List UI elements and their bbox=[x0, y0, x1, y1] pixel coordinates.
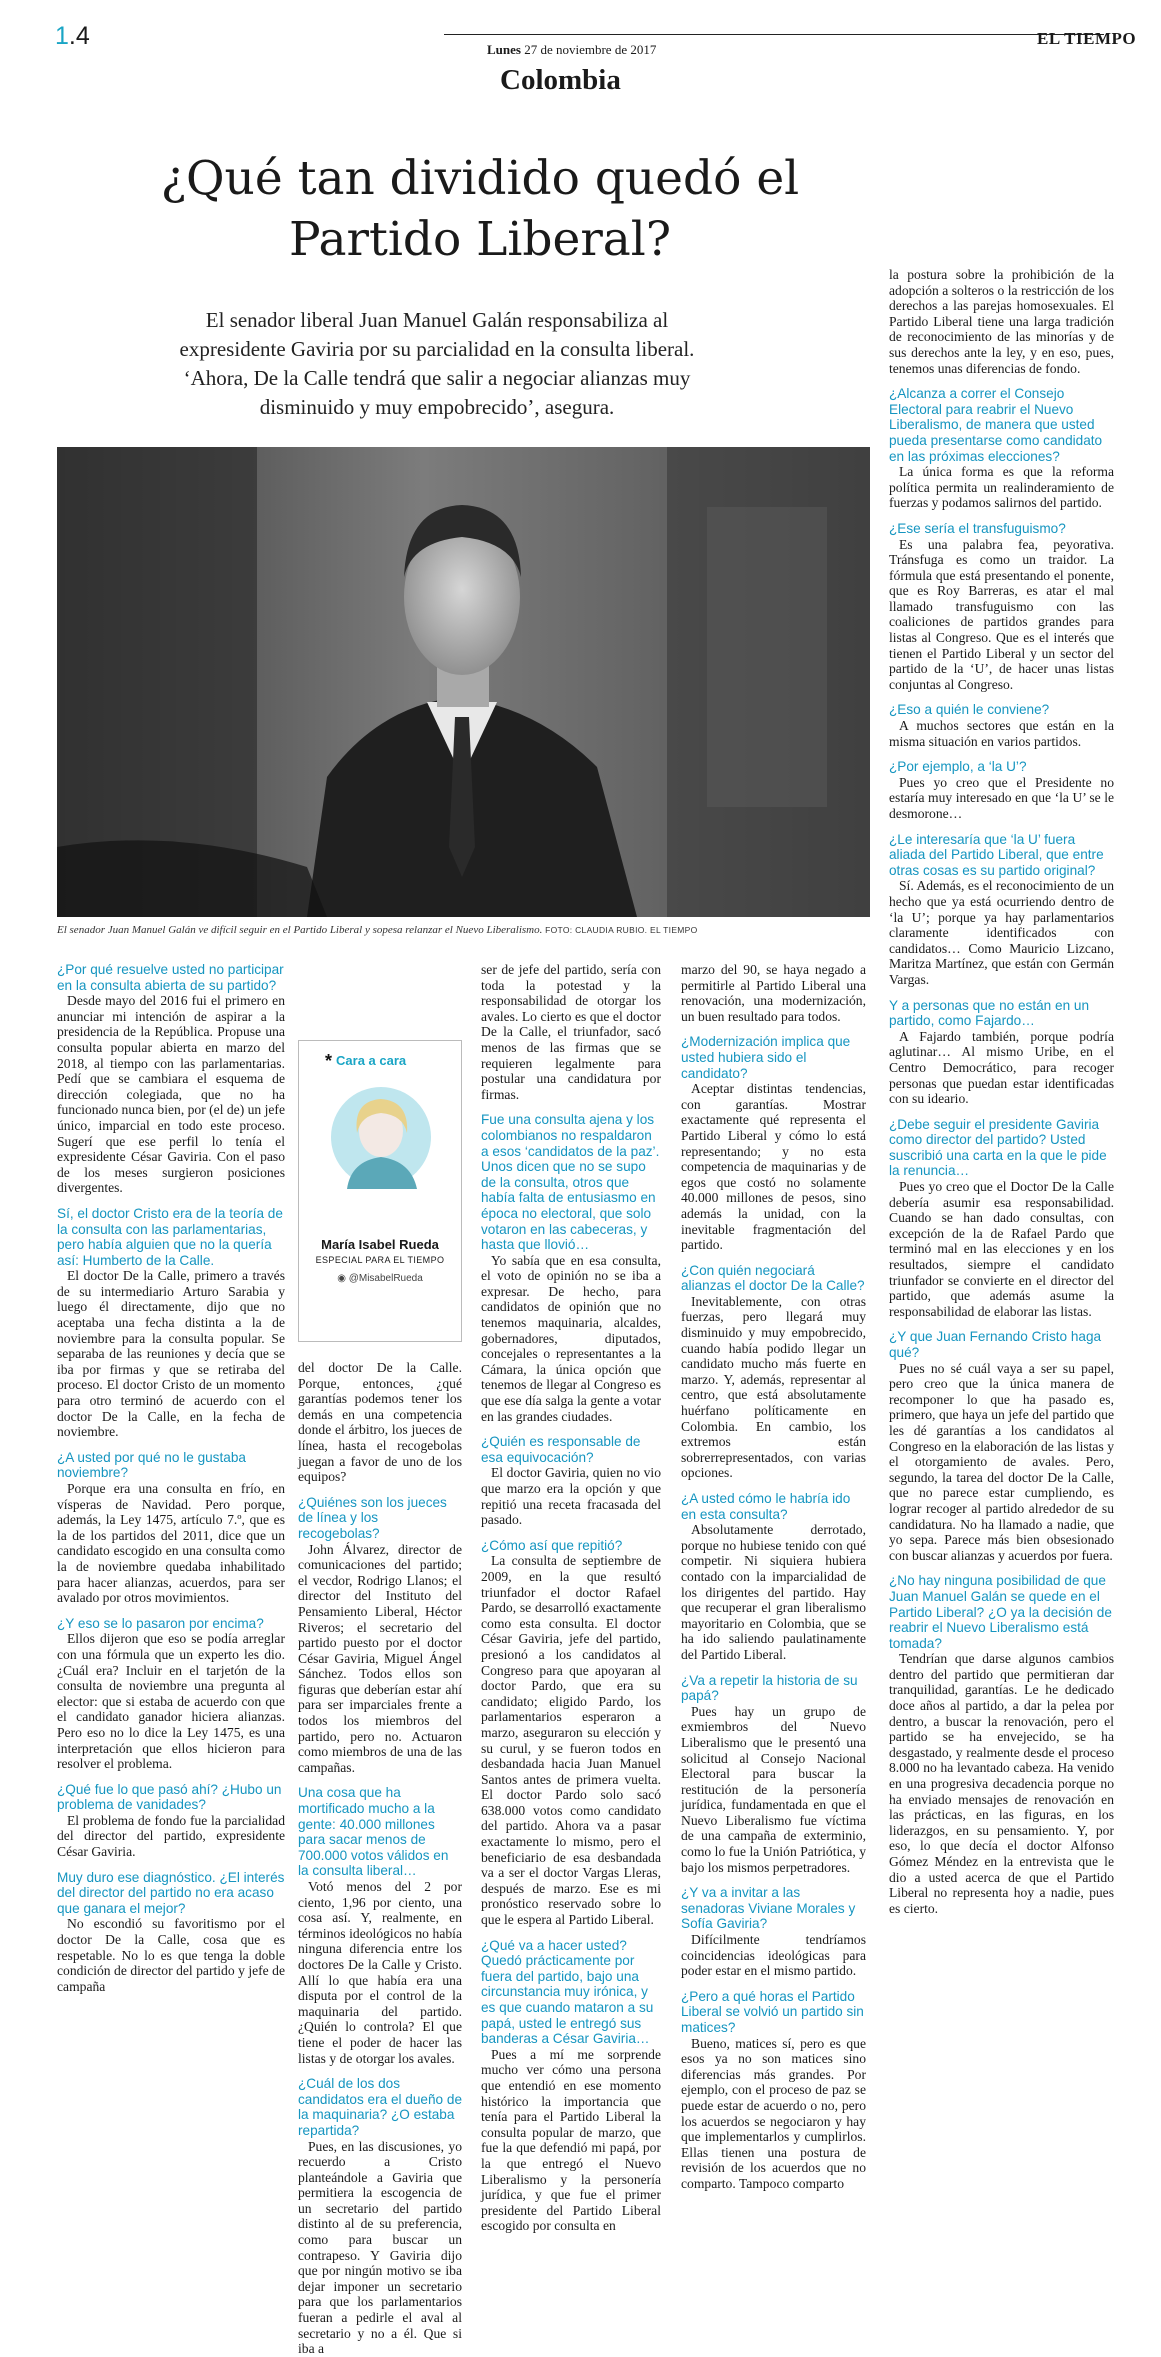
interview-question: ¿Por ejemplo, a ‘la U’? bbox=[889, 759, 1027, 775]
interview-question: Fue una consulta ajena y los colombianos no respaldaron a esos ‘candidatos de la paz’. Unos dicen que no se supo de la consulta, otros que había falta de entusiasmo en época no electoral, que solo votaron en las cabeceras, y hasta que llovió… bbox=[481, 1112, 660, 1253]
interview-question: ¿Qué fue lo que pasó ahí? ¿Hubo un problema de vanidades? bbox=[57, 1781, 282, 1813]
author-name: María Isabel Rueda bbox=[321, 1237, 439, 1252]
interview-question: ¿Quiénes son los jueces de línea y los recogebolas? bbox=[298, 1494, 447, 1541]
interview-answer: Pues yo creo que el Presidente no estaría muy interesado en que ‘la U’ se le desmorone… bbox=[889, 774, 1114, 821]
interview-answer: Votó menos del 2 por ciento, 1,96 por ciento, una cosa así. Y, realmente, en términos ideológicos no había ninguna diferencia entre los doctores De la Calle y Cristo. Allí lo que había era una disputa por el control de la maquinaria del partido. ¿Quién lo controla? El que tiene el poder de hacer las listas y de otorgar los avales. bbox=[298, 1879, 462, 2066]
lead-photo bbox=[57, 447, 870, 917]
column-1 bbox=[57, 962, 285, 1994]
interview-question: ¿Cómo así que repitió? bbox=[481, 1537, 623, 1553]
interview-answer: Difícilmente tendríamos coincidencias ideológicas para poder estar en el mismo partido. bbox=[681, 1932, 866, 1979]
interview-question: ¿Quién es responsable de esa equivocación? bbox=[481, 1434, 641, 1465]
interview-answer: Porque era una consulta en frío, en vísperas de Navidad. Pero porque, además, la Ley 1475, artículo 7.º, que es la de los partidos del 2011, dice que un candidato escogido en una consulta como la de noviembre quedaba inhabilitado para hacer alianzas, acuerdos, para ser avalado por otros movimientos. bbox=[57, 1481, 285, 1606]
interview-question: ¿Y eso se lo pasaron por encima? bbox=[57, 1615, 264, 1631]
interview-question: Sí, el doctor Cristo era de la teoría de la consulta con las parlamentarias, pero había alguien que no la quería así: Humberto de la Calle. bbox=[57, 1205, 283, 1268]
interview-question: ¿No hay ninguna posibilidad de que Juan Manuel Galán se quede en el Partido Liberal? ¿O ya la decisión de reabrir el Nuevo Liberalismo está tomada? bbox=[889, 1573, 1112, 1651]
interview-question: ¿Con quién negociará alianzas el doctor De la Calle? bbox=[681, 1262, 865, 1294]
interview-question: Y a personas que no están en un partido, como Fajardo… bbox=[889, 997, 1090, 1029]
interview-question: ¿Y va a invitar a las senadoras Viviane Morales y Sofía Gaviria? bbox=[681, 1885, 856, 1932]
asterisk-icon: * bbox=[325, 1051, 333, 1071]
interview-question: ¿Alcanza a correr el Consejo Electoral para reabrir el Nuevo Liberalismo, de manera que usted pueda presentarse como candidato en las próximas elecciones? bbox=[889, 386, 1103, 464]
interview-question: ¿Ese sería el transfuguismo? bbox=[889, 520, 1066, 536]
interview-question: ¿Cuál de los dos candidatos era el dueño de la maquinaria? ¿O estaba repartida? bbox=[298, 2076, 463, 2138]
interview-question: ¿Modernización implica que usted hubiera sido el candidato? bbox=[681, 1034, 851, 1081]
interview-answer: la postura sobre la prohibición de la adopción a solteros o la restricción de los derechos a las parejas homosexuales. El Partido Liberal tiene una larga tradición de reconocimiento de las minorías y de sus derechos ante la ley, y en eso, pues, tenemos unas diferencias de fondo. bbox=[889, 267, 1114, 376]
interview-answer: No escondió su favoritismo por el doctor De la Calle, cosa que es respetable. No lo es que tenga la doble condición de director del partido y jefe de campaña bbox=[57, 1916, 285, 1994]
interview-answer: Sí. Además, es el reconocimiento de un hecho que ya está ocurriendo dentro de ‘la U’; porque ya hay parlamentarios claramente identificados con candidatos… Como Mauricio Lizcano, Maritza Martínez, que están con Germán Vargas. bbox=[889, 878, 1114, 987]
interview-answer: Pues hay un grupo de exmiembros del Nuevo Liberalismo que le presentó una solicitud al Consejo Nacional Electoral para buscar la restitución de la personería jurídica, fundamentada en que el Nuevo Liberalismo fue víctima de una campaña de exterminio, como lo fue la Unión Patriótica, y bajo los mismos perpetradores. bbox=[681, 1703, 866, 1875]
top-rule bbox=[444, 34, 1104, 35]
interview-question: ¿A usted cómo le habría ido en esta consulta? bbox=[681, 1491, 851, 1522]
interview-answer: ser de jefe del partido, sería con toda la potestad y la responsabilidad de otorgar los avales. Lo cierto es que el doctor De la Calle, el triunfador, sacó menos de las firmas que se requieren legalmente para postular una candidatura por firmas. bbox=[481, 962, 661, 1102]
interview-question: ¿Va a repetir la historia de su papá? bbox=[681, 1672, 858, 1704]
interview-question: ¿Le interesaría que ‘la U’ fuera aliada del Partido Liberal, que entre otras cosas es su partido original? bbox=[889, 831, 1104, 878]
section-title: Colombia bbox=[500, 64, 621, 96]
interview-answer: marzo del 90, se haya negado a permitirle al Partido Liberal una renovación, una modernización, un buen resultado para todos. bbox=[681, 962, 866, 1024]
interview-question: ¿Eso a quién le conviene? bbox=[889, 702, 1050, 718]
photo-credit: FOTO: CLAUDIA RUBIO. EL TIEMPO bbox=[545, 925, 698, 935]
author-handle[interactable]: ◉ @MisabelRueda bbox=[337, 1273, 423, 1284]
interview-answer: El doctor De la Calle, primero a través de su intermediario Arturo Sarabia y luego él directamente, dijo que no aceptaba una fecha distinta a la de noviembre para la consulta popular. Se separaba de las reuniones y decía que se iba por firmas y que se retiraba del proceso. El doctor Cristo de un momento para otro terminó de acuerdo con el doctor De la Calle, en la fecha de noviembre. bbox=[57, 1268, 285, 1440]
interview-question: ¿Y que Juan Fernando Cristo haga qué? bbox=[889, 1329, 1102, 1360]
interview-question: Muy duro ese diagnóstico. ¿El interés del director del partido no era acaso que ganara el mejor? bbox=[57, 1869, 285, 1916]
interview-answer: Ellos dijeron que eso se podía arreglar con una fórmula que un experto les dio. ¿Cuál era? Incluir en el tarjetón de la consulta de noviembre una pregunta al elector: que si estaba de acuerdo con que el candidato ganador hiciera alianzas. Pero eso no lo dice la Ley 1475, es una interpretación que ellos hicieron para resolver el problema. bbox=[57, 1631, 285, 1772]
interview-answer: Absolutamente derrotado, porque no hubiese tenido con qué competir. Ni siquiera hubiera contado con la imparcialidad de los dirigentes del partido. Hay que recuperar el gran liberalismo mayoritario en Colombia, que se ha ido saliendo paulatinamente del Partido Liberal. bbox=[681, 1522, 866, 1662]
interview-question: Una cosa que ha mortificado mucho a la gente: 40.000 millones para sacar menos de 700.000 votos válidos en la consulta liberal… bbox=[298, 1785, 449, 1879]
interview-question: ¿Debe seguir el presidente Gaviria como director del partido? Usted suscribió una carta en la que le pide la renuncia… bbox=[889, 1116, 1107, 1179]
interview-answer: A Fajardo también, porque podría aglutinar… Al mismo Uribe, en el Centro Democrático, para recoger personas que puedan estar identificadas con su ideario. bbox=[889, 1028, 1114, 1107]
issue-date: Lunes 27 de noviembre de 2017 bbox=[487, 42, 657, 57]
article-deck: El senador liberal Juan Manuel Galán responsabiliza al expresidente Gaviria por su parcialidad en la consulta liberal. ‘Ahora, De la Calle tendrá que salir a negociar alianzas muy disminuido y muy empobrecido’, asegura. bbox=[179, 308, 695, 419]
author-portrait bbox=[329, 1081, 433, 1189]
interview-answer: La consulta de septiembre de 2009, en la que resultó triunfador el doctor Rafael Pardo, se desarrolló exactamente como esta consulta. El doctor César Gaviria, jefe del partido, presionó a los candidatos al Congreso para que apoyaran al doctor Pardo, que era su candidato; eligido Pardo, los parlamentarios esperaron a marzo, aseguraron su elección y su curul, y se fueron todos en desbandada hacia Juan Manuel Santos antes de primera vuelta. El doctor Pardo solo sacó 638.000 votos como candidato del partido. Ahora va a pasar exactamente lo mismo, pero el beneficiario de esa desbandada va a ser el doctor Vargas Lleras, después de marzo. Ese es mi pronóstico reservado sobre lo que le espera al Partido Liberal. bbox=[481, 1553, 661, 1928]
interview-question: ¿Por qué resuelve usted no participar en la consulta abierta de su partido? bbox=[57, 962, 284, 993]
interview-answer: Pues a mí me sorprende mucho ver cómo una persona que entendió en ese momento histórico la importancia que tenía para el Partido Liberal la consulta popular de marzo, que fue la que defendió mi papá, por la que entregó el Nuevo Liberalismo y la personería jurídica, y que fue el primer presidente del Partido Liberal escogido por consulta en bbox=[481, 2046, 661, 2234]
interview-answer: Tendrían que darse algunos cambios dentro del partido que permitieran dar tranquilidad, garantías. Le he dedicado doce años al partido, a dar la pelea por dentro, a buscar la renovación, pero el partido se ha envejecido, se ha desgastado, y realmente desde el proceso 8.000 no ha levantado cabeza. Ha venido en una progresiva decadencia porque no ha enviado mensajes de renovación en las prácticas, en las figuras, en los liderazgos, en su pensamiento. Y, por eso, lo que decía el doctor Alfonso Gómez Méndez en la entrevista que le dio a usted acerca de que el Partido Liberal no representa hoy a nadie, pues es cierto. bbox=[889, 1651, 1114, 1916]
interview-question: ¿Pero a qué horas el Partido Liberal se volvió un partido sin matices? bbox=[681, 1988, 864, 2035]
column-3 bbox=[481, 962, 661, 2234]
interview-answer: Aceptar distintas tendencias, con garantías. Mostrar exactamente qué representa el Partido Liberal y cómo lo está representando; y no esta competencia de maquinarias y de egos que costó no solamente 40.000 millones de pesos, sino además la unidad, con la inevitable fragmentación del partido. bbox=[681, 1081, 866, 1253]
interview-answer: Yo sabía que en esa consulta, el voto de opinión no se iba a expresar. De hecho, para candidatos de opinión que no tenemos maquinaria, alcaldes, gobernadores, diputados, concejales o representantes a la Cámara, la única opción que tenemos de llegar al Congreso es que ese día salga la gente a votar en las grandes ciudades. bbox=[481, 1252, 661, 1424]
article-headline: ¿Qué tan dividido quedó el Partido Liberal? bbox=[160, 151, 800, 267]
author-role: ESPECIAL PARA EL TIEMPO bbox=[315, 1255, 445, 1265]
interview-answer: Es una palabra fea, peyorativa. Tránsfuga es como un traidor. La fórmula que está presentando el ponente, que es Roy Barreras, es atar el mal llamado transfuguismo con las coaliciones de partidos grandes para listas al Congreso. Que es el interés que tienen el Partido Liberal y un sector del partido de la ‘U’, de hacer unas listas conjuntas al Congreso. bbox=[889, 536, 1114, 692]
column-5 bbox=[889, 267, 1114, 1916]
interview-answer: Pues no sé cuál vaya a ser su papel, pero creo que la única manera de recomponer lo que ha pasado es, primero, que haya un jefe del partido que les dé garantías a los candidatos al Congreso en la elaboración de las listas y el otorgamiento de avales. Pero, segundo, la tarea del doctor De la Calle, que no parece estar cumpliendo, es lograr recoger al partido alrededor de su candidatura. No ha llamado a nadie, que yo sepa. Parece más bien obsesionado con buscar alianzas y acuerdos por fuera. bbox=[889, 1360, 1114, 1563]
interview-answer: El doctor Gaviria, quien no vio que marzo era la opción y que repitió una receta fracasada del pasado. bbox=[481, 1465, 661, 1528]
interview-answer: John Álvarez, director de comunicaciones del partido; el vecdor, Rodrigo Llanos; el director del Instituto del Pensamiento Liberal, Héctor Riveros; el secretario del partido puesto por el doctor César Gaviria, Miguel Ángel Sánchez. Todos ellos son figuras que deberían estar ahí para ser imparciales frente a todos los miembros del partido, pero no. Actuaron como miembros de una de las campañas. bbox=[298, 1541, 462, 1775]
interview-answer: Desde mayo del 2016 fui el primero en anunciar mi intención de aspirar a la presidencia de la República. Propuse una consulta popular abierta en marzo del 2018, al tiempo con las parlamentarias. Pedí que se cambiara el esquema de dirección colegiada, que no ha funcionado nunca bien, por (el de) un jefe único, imparcial en todo este proceso. Sugerí que ese perfil lo tenía el expresidente César Gaviria. Con el paso de los meses surgieron posiciones divergentes. bbox=[57, 993, 285, 1196]
column-4 bbox=[681, 962, 866, 2192]
interview-question: ¿A usted por qué no le gustaba noviembre? bbox=[57, 1449, 246, 1481]
interview-answer: Bueno, matices sí, pero es que esos ya no son matices sino diferencias más grandes. Por ejemplo, con el proceso de paz se puede estar de acuerdo o no, pero los acuerdos se negociaron y hay que implementarlos y cumplirlos. Ellas tienen una postura de revisión de los acuerdos que no comparto. Tampoco comparto bbox=[681, 2035, 866, 2191]
interview-answer: del doctor De la Calle. Porque, entonces, ¿qué garantías podemos tener los demás en una competencia donde el árbitro, los jueces de línea, hasta el recogebolas juegan a favor de uno de los equipos? bbox=[298, 1360, 462, 1485]
twitter-icon: ◉ bbox=[337, 1273, 346, 1284]
interview-answer: El problema de fondo fue la parcialidad del director del partido, expresidente César Gaviria. bbox=[57, 1812, 285, 1860]
interview-answer: Inevitablemente, con otras fuerzas, pero llegará muy disminuido y muy empobrecido, cuando había podido llegar un candidato mucho más fuerte en marzo. Y, además, representar al centro, que está absolutamente huérfano políticamente en Colombia. En cambio, los extremos están sobrerrepresentados, con varias opciones. bbox=[681, 1293, 866, 1481]
interview-answer: A muchos sectores que están en la misma situación en varios partidos. bbox=[889, 718, 1114, 749]
newspaper-brand: EL TIEMPO bbox=[1037, 29, 1137, 48]
byline-box bbox=[298, 1040, 462, 1342]
page-folio: 1.4 bbox=[55, 22, 90, 50]
portrait-photo-illustration bbox=[57, 447, 870, 917]
interview-question: ¿Qué va a hacer usted? Quedó prácticamente por fuera del partido, bajo una circunstancia muy irónica, y es que cuando mataron a su papá, usted le entregó sus banderas a César Gaviria… bbox=[481, 1937, 654, 2047]
column-2 bbox=[298, 1360, 462, 2357]
byline-kicker: * Cara a cara bbox=[325, 1051, 407, 1071]
interview-answer: La única forma es que la reforma política permita un realinderamiento de fuerzas y podamos salirnos del partido. bbox=[889, 464, 1114, 511]
interview-answer: Pues, en las discusiones, yo recuerdo a Cristo planteándole a Gaviria que permitiera la escogencia de un secretario del partido distinto al de su preferencia, como para buscar un contrapeso. Y Gaviria dijo que por ningún motivo se iba dejar imponer un secretario para que los parlamentarios fueran a pedirle el aval al secretario y no a él. Que si iba a bbox=[298, 2138, 462, 2357]
interview-answer: Pues yo creo que el Doctor De la Calle debería asumir esa responsabilidad. Cuando se han dado consultas, con excepción de la de Rafael Pardo que terminó mal en las elecciones y en los resultados, siempre el candidato triunfador se convierte en el director del partido, que además asume la responsabilidad de elaborar las listas. bbox=[889, 1179, 1114, 1319]
photo-caption: El senador Juan Manuel Galán ve difícil seguir en el Partido Liberal y sopesa relanzar el Nuevo Liberalismo. FOTO: CLAUDIA RUBIO. EL TIEMPO bbox=[57, 924, 698, 936]
